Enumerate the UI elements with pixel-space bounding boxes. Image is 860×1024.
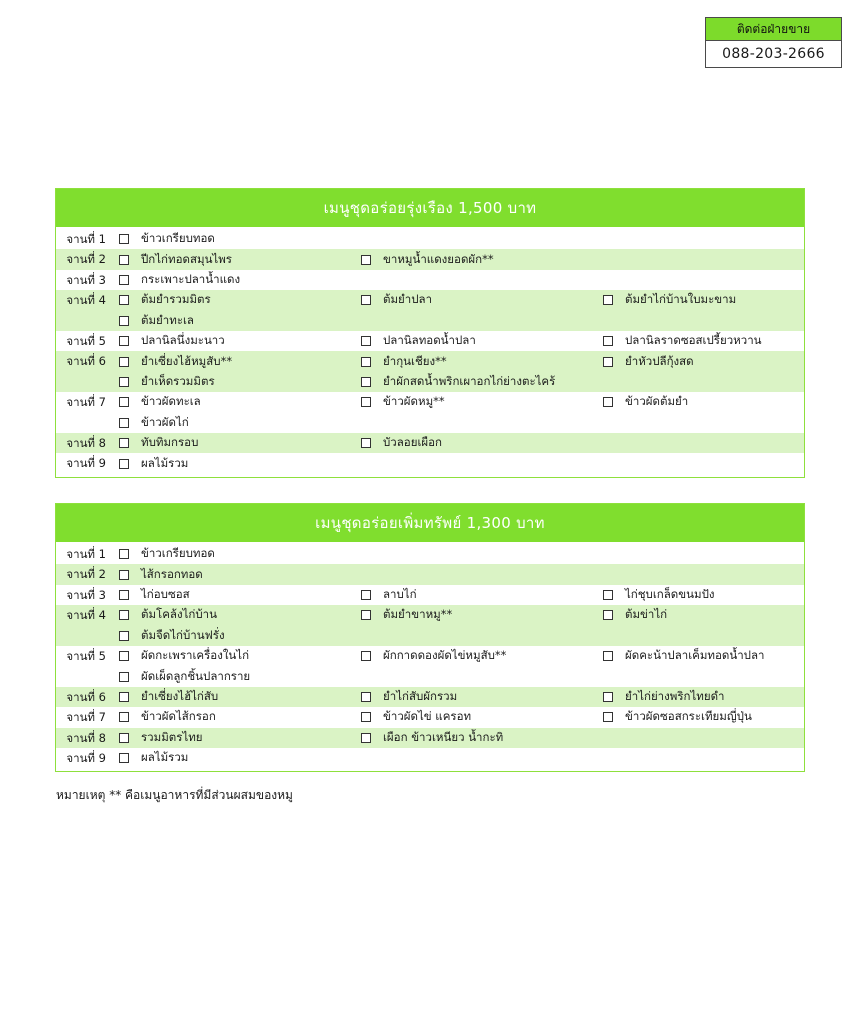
dish-option[interactable] xyxy=(116,249,358,269)
dish-label: ยำหัวปลีกุ้งสด xyxy=(625,353,694,368)
dish-option[interactable] xyxy=(358,707,600,727)
checkbox-icon[interactable] xyxy=(361,438,371,448)
checkbox-icon[interactable] xyxy=(119,377,129,387)
dish-option[interactable] xyxy=(116,707,358,727)
dish-options xyxy=(116,351,804,392)
checkbox-icon[interactable] xyxy=(119,590,129,600)
checkbox-icon[interactable] xyxy=(361,712,371,722)
dish-label: ยำกุนเชียง** xyxy=(383,353,447,368)
dish-label: ต้มยำขาหมู** xyxy=(383,607,453,622)
checkbox-icon[interactable] xyxy=(119,397,129,407)
sales-contact-box xyxy=(705,17,842,68)
dish-label: ลาบไก่ xyxy=(383,587,417,601)
course-row xyxy=(56,270,804,290)
dish-options xyxy=(116,392,804,433)
checkbox-icon[interactable] xyxy=(603,295,613,305)
dish-label: ต้มยำปลา xyxy=(383,292,433,307)
dish-label: ข้าวผัดไก่ xyxy=(141,414,189,429)
dish-option[interactable] xyxy=(116,392,358,412)
dish-label: ยำเซี่ยงไฮ้หมูสับ** xyxy=(141,353,233,368)
course-number: จานที่ 1 xyxy=(66,232,106,246)
course-row xyxy=(56,544,804,564)
dish-label: ต้มโคล้งไก่บ้าน xyxy=(141,607,217,622)
checkbox-icon[interactable] xyxy=(603,590,613,600)
menu-rows xyxy=(56,227,804,477)
course-number: จานที่ 9 xyxy=(66,751,106,765)
dish-options xyxy=(116,564,804,584)
checkbox-icon[interactable] xyxy=(603,397,613,407)
course-row xyxy=(56,605,804,646)
dish-option[interactable] xyxy=(600,290,796,310)
course-row xyxy=(56,392,804,433)
dish-label: ยำไก่สับผักรวม xyxy=(383,688,458,703)
checkbox-icon[interactable] xyxy=(361,651,371,661)
course-number: จานที่ 7 xyxy=(66,395,106,410)
checkbox-icon[interactable] xyxy=(603,336,613,346)
dish-option[interactable] xyxy=(116,748,358,768)
dish-label: ข้าวผัดทะเล xyxy=(141,394,201,409)
checkbox-icon[interactable] xyxy=(119,438,129,448)
dish-option[interactable] xyxy=(358,372,600,392)
dish-options xyxy=(116,453,804,473)
checkbox-icon[interactable] xyxy=(361,357,371,367)
course-row xyxy=(56,453,804,473)
course-number: จานที่ 4 xyxy=(66,608,106,623)
dish-option[interactable] xyxy=(358,687,600,707)
dish-options xyxy=(116,585,804,605)
checkbox-icon[interactable] xyxy=(361,610,371,620)
checkbox-icon[interactable] xyxy=(361,255,371,265)
checkbox-icon[interactable] xyxy=(361,397,371,407)
checkbox-icon[interactable] xyxy=(119,712,129,722)
course-number: จานที่ 9 xyxy=(66,456,106,471)
dish-option[interactable] xyxy=(358,433,600,453)
dish-label: ต้มยำทะเล xyxy=(141,312,194,327)
dish-label: กระเพาะปลาน้ำแดง xyxy=(141,272,241,286)
dish-label: ผัดคะน้าปลาเค็มทอดน้ำปลา xyxy=(625,648,765,663)
dish-options xyxy=(116,707,804,727)
pork-note: หมายเหตุ ** คือเมนูอาหารที่มีส่วนผสมของหมู xyxy=(56,788,293,802)
dish-option[interactable] xyxy=(600,707,796,727)
dish-options xyxy=(116,687,804,707)
checkbox-icon[interactable] xyxy=(119,316,129,326)
checkbox-icon[interactable] xyxy=(119,733,129,743)
dish-options xyxy=(116,728,804,748)
dish-option[interactable] xyxy=(358,351,600,371)
dish-label: ข้าวผัดไข่ แครอท xyxy=(383,709,472,724)
dish-label: ไส้กรอกทอด xyxy=(141,566,203,581)
dish-label: ปลานิลทอดน้ำปลา xyxy=(383,333,476,348)
dish-label: ผลไม้รวม xyxy=(141,455,189,470)
menu-set-1500 xyxy=(55,188,805,478)
dish-option[interactable] xyxy=(358,249,600,269)
course-row xyxy=(56,585,804,605)
dish-label: ทับทิมกรอบ xyxy=(141,435,199,450)
dish-label: ข้าวผัดไส้กรอก xyxy=(141,709,216,724)
dish-option[interactable] xyxy=(600,687,796,707)
dish-option[interactable] xyxy=(600,392,796,412)
dish-label: ไก่ชุบเกล็ดขนมปัง xyxy=(625,587,715,601)
checkbox-icon[interactable] xyxy=(361,733,371,743)
dish-option[interactable] xyxy=(116,564,358,584)
course-number: จานที่ 3 xyxy=(66,272,106,287)
menu-rows xyxy=(56,542,804,771)
dish-option[interactable] xyxy=(116,666,358,686)
checkbox-icon[interactable] xyxy=(119,692,129,702)
dish-option[interactable] xyxy=(358,585,600,605)
dish-label: ต้มยำไก่บ้านใบมะขาม xyxy=(625,292,737,307)
dish-label: ยำไก่ย่างพริกไทยดำ xyxy=(625,688,725,703)
dish-options xyxy=(116,331,804,351)
dish-option[interactable] xyxy=(358,646,600,666)
course-row xyxy=(56,433,804,453)
dish-option[interactable] xyxy=(116,626,358,646)
dish-label: ต้มจืดไก่บ้านฟรั่ง xyxy=(141,627,225,642)
dish-option[interactable] xyxy=(358,605,600,625)
course-row xyxy=(56,351,804,392)
menu-set-1300 xyxy=(55,503,805,772)
course-number: จานที่ 3 xyxy=(66,587,106,602)
course-row xyxy=(56,331,804,351)
dish-label: ข้าวผัดหมู** xyxy=(383,394,445,409)
checkbox-icon[interactable] xyxy=(119,672,129,682)
dish-label: ขาหมูน้ำแดงยอดผัก** xyxy=(383,251,494,266)
dish-label: ต้มยำรวมมิตร xyxy=(141,292,211,307)
dish-label: เผือก ข้าวเหนียว น้ำกะทิ xyxy=(383,729,504,744)
dish-label: ยำผักสดน้ำพริกเผาอกไก่ย่างตะไคร้ xyxy=(383,373,556,388)
course-row xyxy=(56,229,804,249)
checkbox-icon[interactable] xyxy=(361,377,371,387)
dish-label: รวมมิตรไทย xyxy=(141,729,203,744)
checkbox-icon[interactable] xyxy=(119,459,129,469)
dish-options xyxy=(116,270,804,290)
course-row xyxy=(56,728,804,748)
course-number: จานที่ 7 xyxy=(66,710,106,725)
dish-label: ปลานิลนึ่งมะนาว xyxy=(141,333,225,348)
dish-option[interactable] xyxy=(116,372,358,392)
checkbox-icon[interactable] xyxy=(119,275,129,285)
dish-label: ไก่อบซอส xyxy=(141,587,190,601)
dish-label: ปลานิลราดซอสเปรี้ยวหวาน xyxy=(625,333,762,348)
dish-options xyxy=(116,544,804,564)
dish-label: ผลไม้รวม xyxy=(141,750,189,765)
dish-label: ข้าวผัดซอสกระเทียมญี่ปุ่น xyxy=(625,709,752,724)
checkbox-icon[interactable] xyxy=(603,610,613,620)
checkbox-icon[interactable] xyxy=(361,336,371,346)
dish-option[interactable] xyxy=(116,351,358,371)
dish-option[interactable] xyxy=(116,270,358,290)
course-row xyxy=(56,707,804,727)
course-row xyxy=(56,290,804,331)
checkbox-icon[interactable] xyxy=(361,295,371,305)
checkbox-icon[interactable] xyxy=(119,234,129,244)
checkbox-icon[interactable] xyxy=(119,295,129,305)
checkbox-icon[interactable] xyxy=(119,255,129,265)
dish-label: ยำเซี่ยงไฮ้ไก่สับ xyxy=(141,688,219,703)
checkbox-icon[interactable] xyxy=(119,753,129,763)
course-number: จานที่ 4 xyxy=(66,293,106,308)
course-row xyxy=(56,564,804,584)
dish-label: ปีกไก่ทอดสมุนไพร xyxy=(141,251,232,266)
dish-label: ผัดเผ็ดลูกชิ้นปลากราย xyxy=(141,668,251,683)
dish-options xyxy=(116,748,804,768)
dish-option[interactable] xyxy=(116,413,358,433)
checkbox-icon[interactable] xyxy=(119,610,129,620)
course-number: จานที่ 5 xyxy=(66,334,106,348)
checkbox-icon[interactable] xyxy=(119,418,129,428)
menu-set-title: เมนูชุดอร่อยเพิ่มทรัพย์ 1,300 บาท xyxy=(56,504,804,542)
course-number: จานที่ 1 xyxy=(66,547,106,561)
menu-set-title: เมนูชุดอร่อยรุ่งเรือง 1,500 บาท xyxy=(56,189,804,227)
dish-option[interactable] xyxy=(116,311,358,331)
course-number: จานที่ 5 xyxy=(66,649,106,663)
dish-label: ข้าวผัดต้มยำ xyxy=(625,394,689,409)
course-row xyxy=(56,249,804,269)
dish-label: ข้าวเกรียบทอด xyxy=(141,231,215,246)
dish-option[interactable] xyxy=(116,331,358,351)
dish-options xyxy=(116,249,804,269)
dish-options xyxy=(116,290,804,331)
dish-option[interactable] xyxy=(116,687,358,707)
dish-option[interactable] xyxy=(116,229,358,249)
checkbox-icon[interactable] xyxy=(119,651,129,661)
dish-label: ผักกาดดองผัดไข่หมูสับ** xyxy=(383,648,507,663)
dish-options xyxy=(116,433,804,453)
dish-label: ข้าวเกรียบทอด xyxy=(141,546,215,561)
checkbox-icon[interactable] xyxy=(361,692,371,702)
dish-option[interactable] xyxy=(600,331,796,351)
dish-option[interactable] xyxy=(358,392,600,412)
checkbox-icon[interactable] xyxy=(361,590,371,600)
dish-label: ยำเห็ดรวมมิตร xyxy=(141,373,215,388)
sales-contact-label: ติดต่อฝ่ายขาย xyxy=(706,18,841,41)
dish-option[interactable] xyxy=(600,585,796,605)
dish-option[interactable] xyxy=(116,605,358,625)
checkbox-icon[interactable] xyxy=(603,357,613,367)
dish-option[interactable] xyxy=(116,453,358,473)
dish-options xyxy=(116,229,804,249)
course-row xyxy=(56,687,804,707)
dish-option[interactable] xyxy=(600,605,796,625)
course-number: จานที่ 2 xyxy=(66,567,106,582)
dish-option[interactable] xyxy=(116,585,358,605)
course-number: จานที่ 2 xyxy=(66,252,106,267)
dish-option[interactable] xyxy=(116,433,358,453)
checkbox-icon[interactable] xyxy=(603,712,613,722)
dish-options xyxy=(116,605,804,646)
dish-label: ผัดกะเพราเครื่องในไก่ xyxy=(141,648,250,663)
dish-label: ต้มข่าไก่ xyxy=(625,607,668,622)
dish-option[interactable] xyxy=(116,646,358,666)
course-number: จานที่ 6 xyxy=(66,354,106,369)
dish-option[interactable] xyxy=(116,290,358,310)
checkbox-icon[interactable] xyxy=(119,631,129,641)
dish-option[interactable] xyxy=(600,351,796,371)
dish-option[interactable] xyxy=(358,728,600,748)
checkbox-icon[interactable] xyxy=(119,549,129,559)
checkbox-icon[interactable] xyxy=(119,336,129,346)
course-row xyxy=(56,646,804,687)
course-number: จานที่ 8 xyxy=(66,730,106,745)
dish-option[interactable] xyxy=(116,728,358,748)
dish-option[interactable] xyxy=(358,290,600,310)
checkbox-icon[interactable] xyxy=(119,570,129,580)
checkbox-icon[interactable] xyxy=(603,692,613,702)
dish-option[interactable] xyxy=(600,646,796,666)
course-number: จานที่ 8 xyxy=(66,435,106,450)
course-row xyxy=(56,748,804,768)
checkbox-icon[interactable] xyxy=(119,357,129,367)
dish-options xyxy=(116,646,804,687)
dish-option[interactable] xyxy=(358,331,600,351)
dish-label: บัวลอยเผือก xyxy=(383,435,442,450)
checkbox-icon[interactable] xyxy=(603,651,613,661)
sales-phone-number[interactable]: 088-203-2666 xyxy=(706,41,841,67)
dish-option[interactable] xyxy=(116,544,358,564)
course-number: จานที่ 6 xyxy=(66,689,106,704)
